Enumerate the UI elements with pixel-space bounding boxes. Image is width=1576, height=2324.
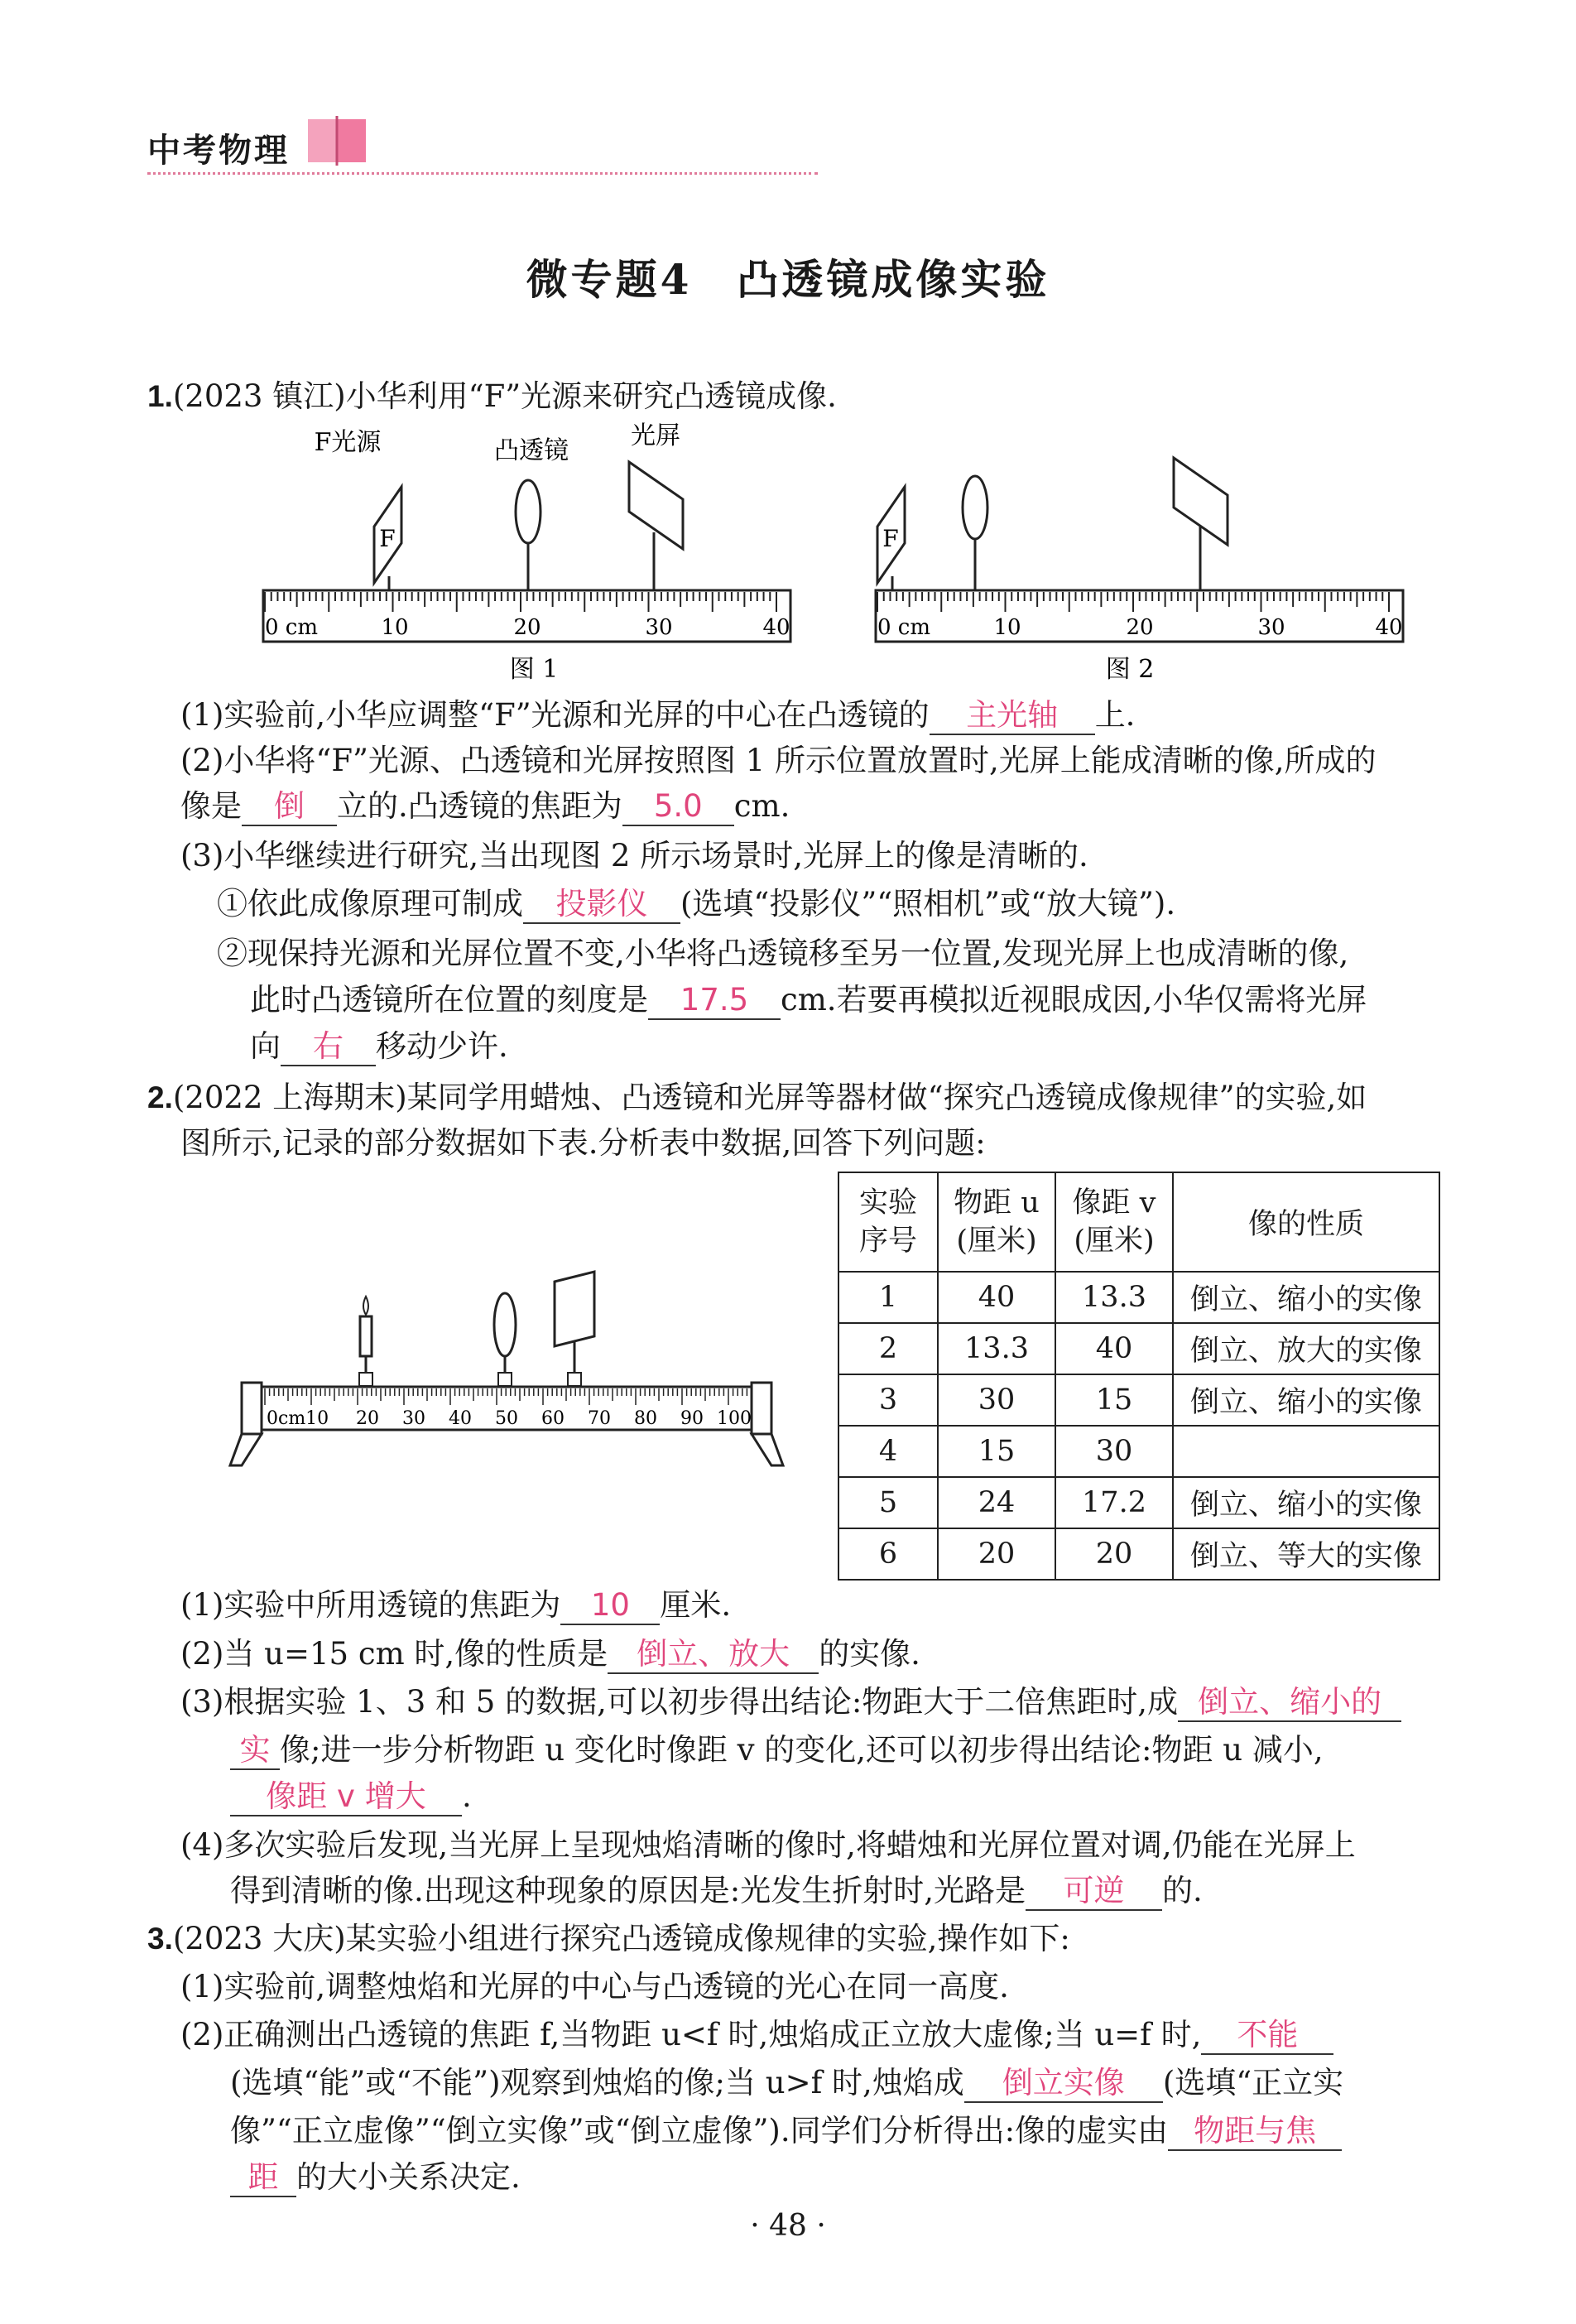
q2-data-table — [838, 1172, 1440, 1581]
q1-answer-2a[interactable]: 倒 — [242, 788, 337, 826]
q1-part3a: ①依此成像原理可制成 投影仪 (选填“投影仪”“照相机”或“放大镜”). — [217, 884, 1175, 924]
table-row: 4 15 30 — [838, 1426, 1439, 1477]
q1-answer-3c[interactable]: 右 — [281, 1028, 376, 1066]
q3-answer-3[interactable]: 物距与焦 — [1168, 2113, 1342, 2151]
q3-part2-line1: (2)正确测出凸透镜的焦距 f,当物距 u<f 时,烛焰成正立放大虚像;当 u=f 时, 不能 — [180, 2015, 1333, 2055]
q2-part3-line1: (3)根据实验 1、3 和 5 的数据,可以初步得出结论:物距大于二倍焦距时,成 倒立、缩小的 — [180, 1682, 1401, 1722]
table-row: 1 40 13.3 倒立、缩小的实像 — [838, 1272, 1439, 1323]
bench-tick-90: 90 — [680, 1408, 704, 1429]
q3-answer-3-cont[interactable]: 距 — [230, 2159, 296, 2197]
table-header-cell: 实验 序号 — [838, 1172, 938, 1272]
table-header-cell: 像距 v (厘米) — [1055, 1172, 1173, 1272]
bench-tick-60: 60 — [541, 1408, 565, 1429]
q1-answer-1[interactable]: 主光轴 — [930, 697, 1095, 735]
book-icon — [305, 113, 371, 171]
fig1-lens — [516, 480, 541, 543]
fig2-caption: 图 2 — [1105, 655, 1155, 684]
bench-tick-80: 80 — [634, 1408, 657, 1429]
q1-part1: (1)实验前,小华应调整“F”光源和光屏的中心在凸透镜的 主光轴 上. — [180, 695, 1135, 735]
q2-part1: (1)实验中所用透镜的焦距为 10 厘米. — [180, 1585, 731, 1625]
q3-answer-1[interactable]: 不能 — [1201, 2017, 1333, 2055]
q1-answer-2b[interactable]: 5.0 — [622, 788, 734, 826]
bench-screen — [555, 1272, 594, 1346]
q2-answer-2[interactable]: 倒立、放大 — [608, 1636, 819, 1674]
bench-tick-40: 40 — [449, 1408, 472, 1429]
fig1-caption: 图 1 — [509, 655, 559, 684]
fig2-tick-0: 0 cm — [877, 615, 931, 640]
table-row: 3 30 15 倒立、缩小的实像 — [838, 1374, 1439, 1426]
q1-number: 1. — [147, 379, 173, 413]
q3-part1: (1)实验前,调整烛焰和光屏的中心与凸透镜的光心在同一高度. — [180, 1969, 1009, 2004]
q2-answer-3b[interactable]: 像距 v 增大 — [230, 1778, 462, 1816]
fig1-f-letter: F — [379, 525, 396, 552]
fig2-lens — [963, 476, 987, 539]
fig1-tick-10: 10 — [381, 615, 409, 640]
q1-part2-line1: (2)小华将“F”光源、凸透镜和光屏按照图 1 所示位置放置时,光屏上能成清晰的像,所成的 — [180, 743, 1377, 778]
q2-part4-line1: (4)多次实验后发现,当光屏上呈现烛焰清晰的像时,将蜡烛和光屏位置对调,仍能在光屏上 — [180, 1827, 1356, 1863]
fig1-tick-20: 20 — [513, 615, 541, 640]
bench-tick-20: 20 — [356, 1408, 379, 1429]
bench-tick-0: 0cm10 — [267, 1408, 329, 1429]
q3-part2-line3: 像”“正立虚像”“倒立实像”或“倒立虚像”).同学们分析得出:像的虚实由 物距与焦 — [230, 2111, 1342, 2151]
fig2-f-letter: F — [882, 525, 899, 552]
fig1-tick-0: 0 cm — [265, 615, 319, 640]
q1-answer-3a[interactable]: 投影仪 — [523, 886, 680, 924]
fig1-label-screen: 光屏 — [631, 421, 680, 450]
candle-flame-icon — [363, 1297, 368, 1315]
fig2-tick-10: 10 — [993, 615, 1021, 640]
fig1-tick-30: 30 — [645, 615, 673, 640]
bench-tick-70: 70 — [588, 1408, 611, 1429]
table-row: 6 20 20 倒立、等大的实像 — [838, 1528, 1439, 1580]
fig1-label-lens: 凸透镜 — [494, 436, 569, 465]
table-header-cell: 像的性质 — [1173, 1172, 1439, 1272]
q2-answer-1[interactable]: 10 — [560, 1587, 660, 1625]
q1-part3-line1: (3)小华继续进行研究,当出现图 2 所示场景时,光屏上的像是清晰的. — [180, 838, 1088, 873]
q1-stem-text: (2023 镇江)小华利用“F”光源来研究凸透镜成像. — [172, 378, 837, 414]
table-header-cell: 物距 u (厘米) — [938, 1172, 1055, 1272]
q3-answer-2[interactable]: 倒立实像 — [964, 2065, 1163, 2103]
q1-answer-3b[interactable]: 17.5 — [648, 982, 781, 1020]
fig2-tick-20: 20 — [1126, 615, 1154, 640]
q2-stem-line1: 2.(2022 上海期末)某同学用蜡烛、凸透镜和光屏等器材做“探究凸透镜成像规律”的实验,如 — [147, 1080, 1367, 1115]
q1-part3b-line2: 此时凸透镜所在位置的刻度是 17.5 cm.若要再模拟近视眼成因,小华仅需将光屏 — [250, 980, 1367, 1020]
q3-number: 3. — [147, 1922, 173, 1956]
q3-stem: 3.(2023 大庆)某实验小组进行探究凸透镜成像规律的实验,操作如下: — [147, 1921, 1070, 1956]
page-number: · 48 · — [750, 2209, 826, 2243]
bench-tick-30: 30 — [402, 1408, 425, 1429]
q1-part3b-line1: ②现保持光源和光屏位置不变,小华将凸透镜移至另一位置,发现光屏上也成清晰的像, — [217, 936, 1349, 971]
q3-part2-line2: (选填“能”或“不能”)观察到烛焰的像;当 u>f 时,烛焰成 倒立实像 (选填“正立实 — [230, 2063, 1343, 2103]
q2-answer-3a[interactable]: 倒立、缩小的 — [1178, 1684, 1401, 1722]
fig2-tick-40: 40 — [1375, 615, 1403, 640]
q2-part4-line2: 得到清晰的像.出现这种现象的原因是:光发生折射时,光路是 可逆 的. — [230, 1871, 1203, 1911]
table-row: 2 13.3 40 倒立、放大的实像 — [838, 1323, 1439, 1374]
q3-part2-line4: 距 的大小关系决定. — [230, 2158, 521, 2197]
q1-part2-line2: 像是 倒 立的.凸透镜的焦距为 5.0 cm. — [180, 787, 790, 826]
q2-part2: (2)当 u=15 cm 时,像的性质是 倒立、放大 的实像. — [180, 1634, 920, 1674]
header-label: 中考物理 — [147, 132, 290, 170]
table-header-row — [838, 1172, 1439, 1272]
bench-tick-50: 50 — [495, 1408, 518, 1429]
table-row: 5 24 17.2 倒立、缩小的实像 — [838, 1477, 1439, 1528]
q2-stem-line2: 图所示,记录的部分数据如下表.分析表中数据,回答下列问题: — [180, 1125, 986, 1161]
q1-stem — [147, 377, 837, 416]
candle — [360, 1316, 372, 1356]
q2-answer-4[interactable]: 可逆 — [1026, 1873, 1162, 1911]
bench-lens — [494, 1293, 516, 1356]
q2-part3-line3: 像距 v 增大 . — [230, 1777, 472, 1816]
q1-part3b-line3: 向 右 移动少许. — [250, 1027, 508, 1066]
figure-1 — [248, 421, 811, 694]
fig2-tick-30: 30 — [1257, 615, 1285, 640]
q2-answer-3a-cont[interactable]: 实 — [230, 1732, 280, 1770]
fig1-screen — [629, 462, 683, 549]
q2-part3-line2: 实 像;进一步分析物距 u 变化时像距 v 的变化,还可以初步得出结论:物距 u 减小, — [230, 1730, 1324, 1770]
fig1-label-f-source: F光源 — [314, 428, 382, 457]
book-header — [147, 124, 290, 171]
q2-number: 2. — [147, 1080, 173, 1114]
bench-tick-100: 100 — [717, 1408, 752, 1429]
page-title: 微专题4 凸透镜成像实验 — [526, 255, 1050, 304]
header-divider — [147, 172, 818, 175]
figure-2 — [861, 421, 1424, 694]
optical-bench-figure — [223, 1267, 811, 1507]
fig1-tick-40: 40 — [762, 615, 790, 640]
